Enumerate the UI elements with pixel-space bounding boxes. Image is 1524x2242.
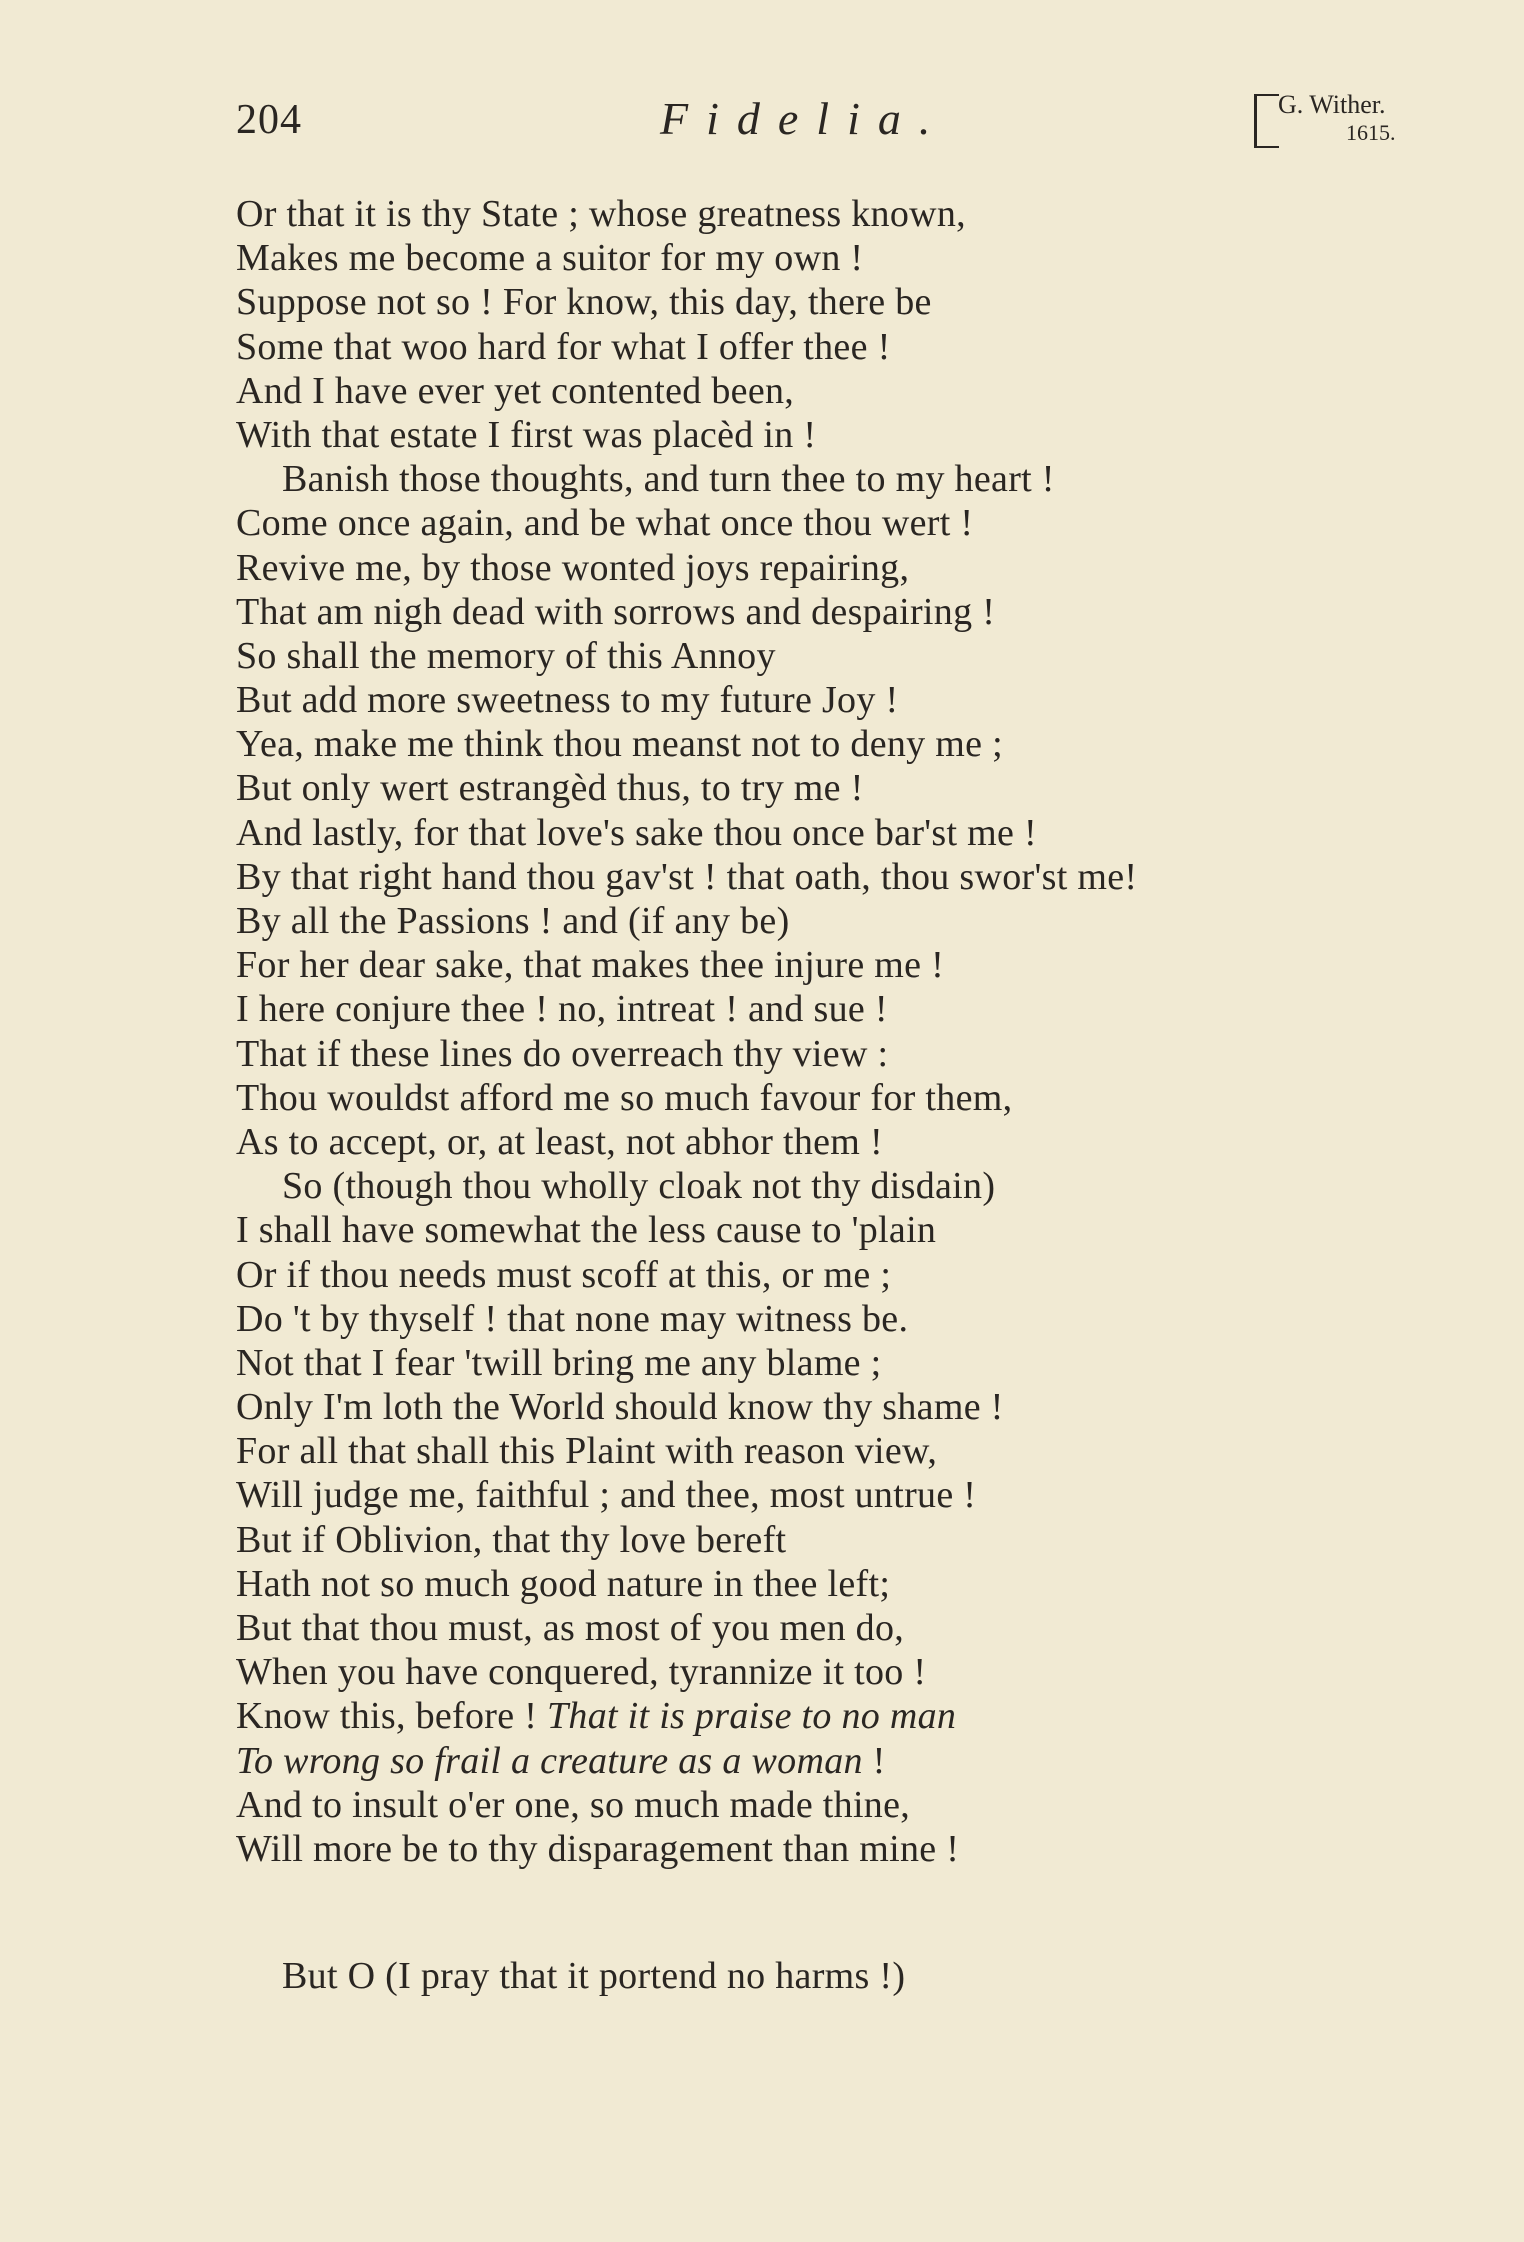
poem-line: But only wert estrangèd thus, to try me ! xyxy=(236,767,864,810)
author-name: G. Wither. xyxy=(1278,90,1386,119)
poem-line: Or if thou needs must scoff at this, or me ; xyxy=(236,1253,892,1296)
poem-line: Suppose not so ! For know, this day, there be xyxy=(236,281,932,324)
poem-line: That if these lines do overreach thy view : xyxy=(236,1032,889,1075)
poem-lines xyxy=(236,192,1456,1694)
poem-line: Will more be to thy disparagement than mine ! xyxy=(236,1827,960,1870)
poem-line: And I have ever yet contented been, xyxy=(236,369,795,412)
poem-line: Not that I fear 'twill bring me any blame ; xyxy=(236,1341,882,1384)
poem-line: But that thou must, as most of you men do, xyxy=(236,1607,905,1649)
publication-year: 1615. xyxy=(1346,120,1396,145)
poem-line: Will judge me, faithful ; and thee, most untrue ! xyxy=(236,1474,977,1517)
poem-line: As to accept, or, at least, not abhor them ! xyxy=(236,1120,883,1163)
poem-line: By all the Passions ! and (if any be) xyxy=(236,900,790,942)
poem-line: I here conjure thee ! no, intreat ! and sue ! xyxy=(236,988,888,1031)
poem-line: Revive me, by those wonted joys repairing, xyxy=(236,546,910,589)
poem-line: Do 't by thyself ! that none may witness be. xyxy=(236,1297,909,1340)
poem-line: Come once again, and be what once thou wert ! xyxy=(236,502,974,545)
poem-line: So shall the memory of this Annoy xyxy=(236,634,776,677)
poem-line: And lastly, for that love's sake thou once bar'st me ! xyxy=(236,811,1037,854)
poem-line: And to insult o'er one, so much made thine, xyxy=(236,1783,911,1826)
poem-line: For her dear sake, that makes thee injure me ! xyxy=(236,944,945,987)
poem-line-roman: ! xyxy=(862,1739,886,1782)
continuation-line: But O (I pray that it portend no harms !) xyxy=(282,1955,906,1997)
author-attribution xyxy=(1254,90,1414,150)
running-title: Fidelia. xyxy=(660,93,949,144)
page-number: 204 xyxy=(236,97,302,143)
poem-line: With that estate I first was placèd in ! xyxy=(236,413,817,456)
poem-body xyxy=(236,192,1456,1871)
page-header xyxy=(0,0,1524,170)
poem-line: Banish those thoughts, and turn thee to my heart ! xyxy=(282,458,1055,501)
poem-line xyxy=(236,1694,1456,1738)
poem-line: By that right hand thou gav'st ! that oath, thou swor'st me! xyxy=(236,855,1138,898)
poem-line: Only I'm loth the World should know thy shame ! xyxy=(236,1386,1004,1429)
attribution-bracket xyxy=(1254,94,1279,148)
poem-line-italic: To wrong so frail a creature as a woman xyxy=(236,1739,863,1782)
poem-line: Makes me become a suitor for my own ! xyxy=(236,237,864,280)
poem-line: But if Oblivion, that thy love bereft xyxy=(236,1518,787,1561)
poem-line-roman: Know this, before ! xyxy=(236,1695,547,1738)
poem-line: For all that shall this Plaint with reason view, xyxy=(236,1430,938,1473)
poem-line: That am nigh dead with sorrows and despairing ! xyxy=(236,590,996,633)
poem-line: So (though thou wholly cloak not thy disdain) xyxy=(282,1165,996,1208)
poem-line: Yea, make me think thou meanst not to deny me ; xyxy=(236,723,1003,766)
poem-line: I shall have somewhat the less cause to 'plain xyxy=(236,1209,937,1252)
poem-line: But add more sweetness to my future Joy ! xyxy=(236,679,899,722)
poem-line xyxy=(236,1739,1456,1783)
poem-line: When you have conquered, tyrannize it too ! xyxy=(236,1651,927,1694)
poem-line: Some that woo hard for what I offer thee ! xyxy=(236,325,891,368)
poem-line: Hath not so much good nature in thee left; xyxy=(236,1562,891,1605)
poem-line: Thou wouldst afford me so much favour for them, xyxy=(236,1076,1013,1119)
poem-line-italic: That it is praise to no man xyxy=(546,1695,957,1738)
poem-line: Or that it is thy State ; whose greatness known, xyxy=(236,193,966,235)
